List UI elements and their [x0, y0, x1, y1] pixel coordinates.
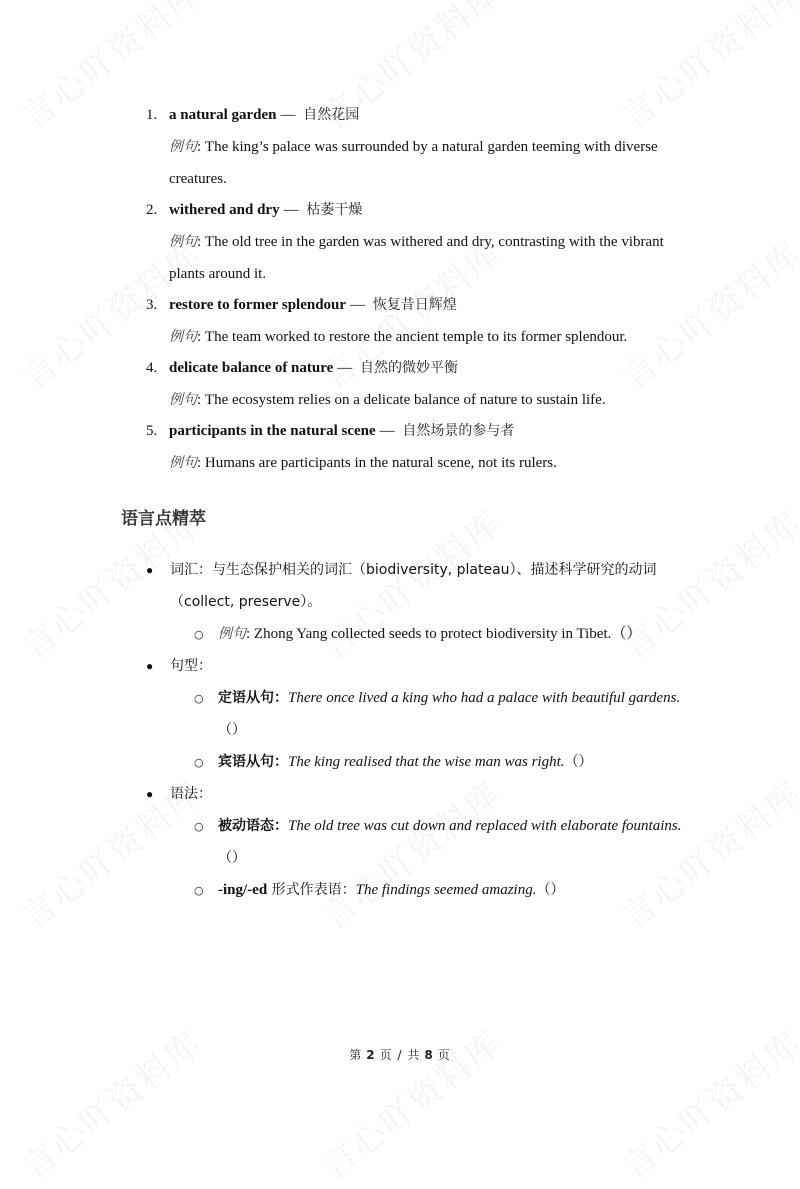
bullet-text: 与生态保护相关的词汇（biodiversity, plateau）、描述科学研究的动词（collect, preserve）。	[170, 562, 657, 610]
vocab-item	[146, 416, 686, 479]
bullet-dot-icon: ●	[146, 563, 154, 577]
sub-item-pattern	[146, 682, 686, 746]
vocab-item	[146, 100, 686, 195]
section-title: 语言点精萃	[121, 509, 206, 529]
example-sentence	[169, 384, 686, 416]
hollow-bullet-icon: ○	[194, 820, 204, 833]
hollow-bullet-icon: ○	[194, 692, 204, 705]
vocab-item	[146, 290, 686, 353]
hollow-bullet-icon: ○	[194, 756, 204, 769]
example-label: 例句	[169, 329, 197, 345]
example-text: : The old tree in the garden was withered and dry, contrasting with the vibrant plants around it.	[169, 234, 664, 282]
example-text: : The team worked to restore the ancient temple to its former splendour.	[197, 329, 628, 345]
grammar-text: The old tree was cut down and replaced with elaborate fountains.	[288, 818, 682, 834]
pattern-label: 定语从句：	[218, 690, 288, 706]
bullet-label: 语法：	[170, 786, 212, 802]
footer-suffix: 页	[437, 1048, 451, 1062]
item-number: 1.	[146, 107, 158, 123]
example-sentence	[169, 131, 686, 195]
sub-item-grammar	[146, 874, 686, 906]
example-label: 例句	[169, 139, 197, 155]
example-label: 例句	[169, 455, 197, 471]
vocab-heading	[169, 100, 686, 130]
example-sentence	[169, 321, 686, 353]
vocab-heading	[169, 290, 686, 320]
grammar-text: The findings seemed amazing.	[355, 882, 537, 898]
example-text: : The king’s palace was surrounded by a natural garden teeming with diverse creatures.	[169, 139, 658, 187]
page-footer	[0, 1046, 800, 1063]
phrase-zh: 自然场景的参与者	[402, 423, 515, 439]
hollow-bullet-icon: ○	[194, 884, 204, 897]
item-number: 4.	[146, 360, 158, 376]
grammar-label: 形式作表语：	[267, 882, 356, 898]
example-sentence	[169, 447, 686, 479]
pattern-label: 宾语从句：	[218, 754, 288, 770]
vocab-heading	[169, 353, 686, 383]
bullet-dot-icon: ●	[146, 787, 154, 801]
phrase-zh: 恢复昔日辉煌	[372, 297, 457, 313]
language-points	[146, 554, 686, 906]
phrase-en: withered and dry	[169, 202, 280, 218]
dash: —	[379, 423, 395, 439]
example-sentence	[169, 226, 686, 290]
answer-blank: （）	[218, 722, 246, 738]
bullet-sentence-patterns	[146, 650, 686, 682]
bullet-grammar	[146, 778, 686, 810]
bullet-dot-icon: ●	[146, 659, 154, 673]
phrase-zh: 枯萎干燥	[306, 202, 363, 218]
example-label: 例句	[169, 392, 197, 408]
example-text: : The ecosystem relies on a delicate balance of nature to sustain life.	[197, 392, 606, 408]
total-pages: 8	[424, 1048, 434, 1062]
answer-blank: （）	[218, 850, 246, 866]
vocab-item	[146, 195, 686, 290]
bullet-label: 句型：	[170, 658, 212, 674]
grammar-label: 被动语态：	[218, 818, 288, 834]
vocab-heading	[169, 195, 686, 225]
bullet-vocabulary	[146, 554, 686, 618]
item-number: 2.	[146, 202, 158, 218]
item-number: 5.	[146, 423, 158, 439]
item-number: 3.	[146, 297, 158, 313]
sub-item-example	[146, 618, 686, 650]
vocab-item	[146, 353, 686, 416]
answer-blank: （）	[564, 754, 593, 770]
phrase-en: a natural garden	[169, 107, 277, 123]
grammar-label-en: -ing/-ed	[218, 882, 268, 898]
dash: —	[283, 202, 299, 218]
sub-item-pattern	[146, 746, 686, 778]
phrase-en: delicate balance of nature	[169, 360, 334, 376]
example-label: 例句	[169, 234, 197, 250]
example-label: 例句	[218, 626, 246, 642]
phrase-en: participants in the natural scene	[169, 423, 376, 439]
answer-blank: （）	[536, 882, 565, 898]
vocab-heading	[169, 416, 686, 446]
current-page: 2	[366, 1048, 376, 1062]
phrase-zh: 自然的微妙平衡	[360, 360, 459, 376]
pattern-text: The king realised that the wise man was right.	[288, 754, 565, 770]
example-text: : Zhong Yang collected seeds to protect biodiversity in Tibet.（）	[246, 626, 642, 642]
dash: —	[280, 107, 296, 123]
dash: —	[350, 297, 366, 313]
dash: —	[337, 360, 353, 376]
footer-mid: 页 / 共	[379, 1048, 421, 1062]
footer-prefix: 第	[349, 1048, 363, 1062]
example-text: : Humans are participants in the natural scene, not its rulers.	[197, 455, 557, 471]
phrase-zh: 自然花园	[303, 107, 360, 123]
bullet-label: 词汇：	[170, 562, 212, 578]
hollow-bullet-icon: ○	[194, 628, 204, 641]
pattern-text: There once lived a king who had a palace with beautiful gardens.	[288, 690, 681, 706]
sub-item-grammar	[146, 810, 686, 874]
vocabulary-list	[146, 100, 686, 479]
phrase-en: restore to former splendour	[169, 297, 347, 313]
